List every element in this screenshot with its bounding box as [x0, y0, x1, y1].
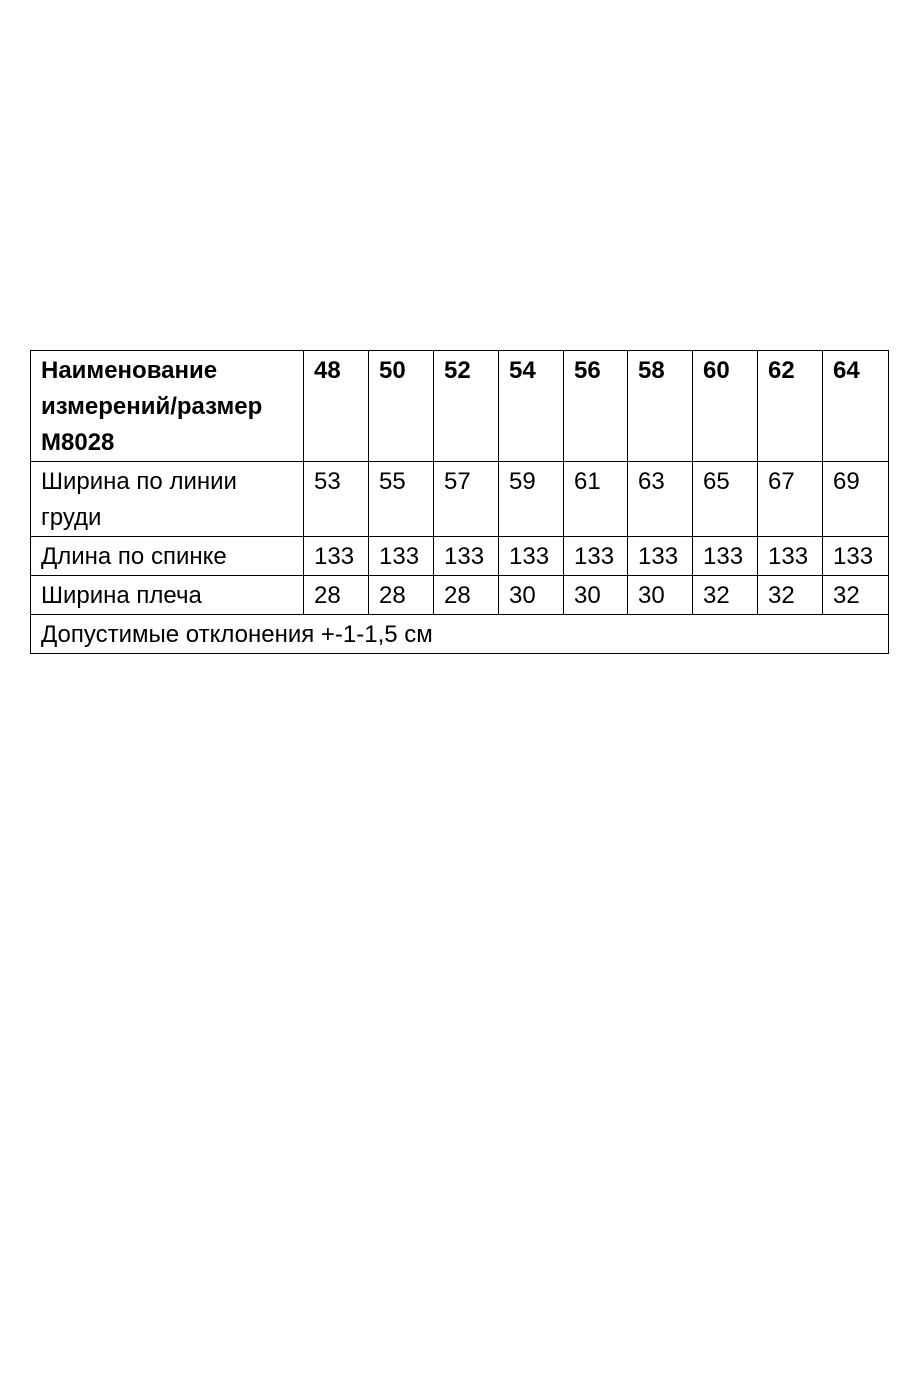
value-cell: 133 [499, 537, 564, 576]
value-cell: 133 [564, 537, 628, 576]
size-header-cell: 56 [564, 351, 628, 462]
size-header-cell: 48 [304, 351, 369, 462]
value-cell: 59 [499, 462, 564, 537]
table-note-row [31, 615, 889, 654]
value-cell: 32 [823, 576, 889, 615]
value-cell: 55 [369, 462, 434, 537]
value-cell: 65 [693, 462, 758, 537]
table-row [31, 537, 889, 576]
header-label-cell: Наименование измерений/размер М8028 [31, 351, 304, 462]
size-header-cell: 64 [823, 351, 889, 462]
value-cell: 133 [628, 537, 693, 576]
value-cell: 133 [758, 537, 823, 576]
size-header-cell: 60 [693, 351, 758, 462]
value-cell: 32 [758, 576, 823, 615]
value-cell: 32 [693, 576, 758, 615]
value-cell: 133 [304, 537, 369, 576]
size-header-cell: 58 [628, 351, 693, 462]
value-cell: 30 [499, 576, 564, 615]
value-cell: 69 [823, 462, 889, 537]
value-cell: 133 [369, 537, 434, 576]
value-cell: 28 [434, 576, 499, 615]
row-label-cell: Ширина по линии груди [31, 462, 304, 537]
table-header-row [31, 351, 889, 462]
size-chart-table [30, 350, 889, 654]
value-cell: 61 [564, 462, 628, 537]
value-cell: 133 [693, 537, 758, 576]
row-label-cell: Длина по спинке [31, 537, 304, 576]
value-cell: 53 [304, 462, 369, 537]
size-header-cell: 52 [434, 351, 499, 462]
value-cell: 30 [564, 576, 628, 615]
tolerance-note: Допустимые отклонения +-1-1,5 см [31, 615, 889, 654]
size-header-cell: 62 [758, 351, 823, 462]
value-cell: 28 [304, 576, 369, 615]
value-cell: 63 [628, 462, 693, 537]
value-cell: 28 [369, 576, 434, 615]
size-header-cell: 54 [499, 351, 564, 462]
table-row [31, 576, 889, 615]
value-cell: 30 [628, 576, 693, 615]
value-cell: 57 [434, 462, 499, 537]
value-cell: 133 [434, 537, 499, 576]
value-cell: 133 [823, 537, 889, 576]
row-label-cell: Ширина плеча [31, 576, 304, 615]
size-header-cell: 50 [369, 351, 434, 462]
table-row [31, 462, 889, 537]
value-cell: 67 [758, 462, 823, 537]
